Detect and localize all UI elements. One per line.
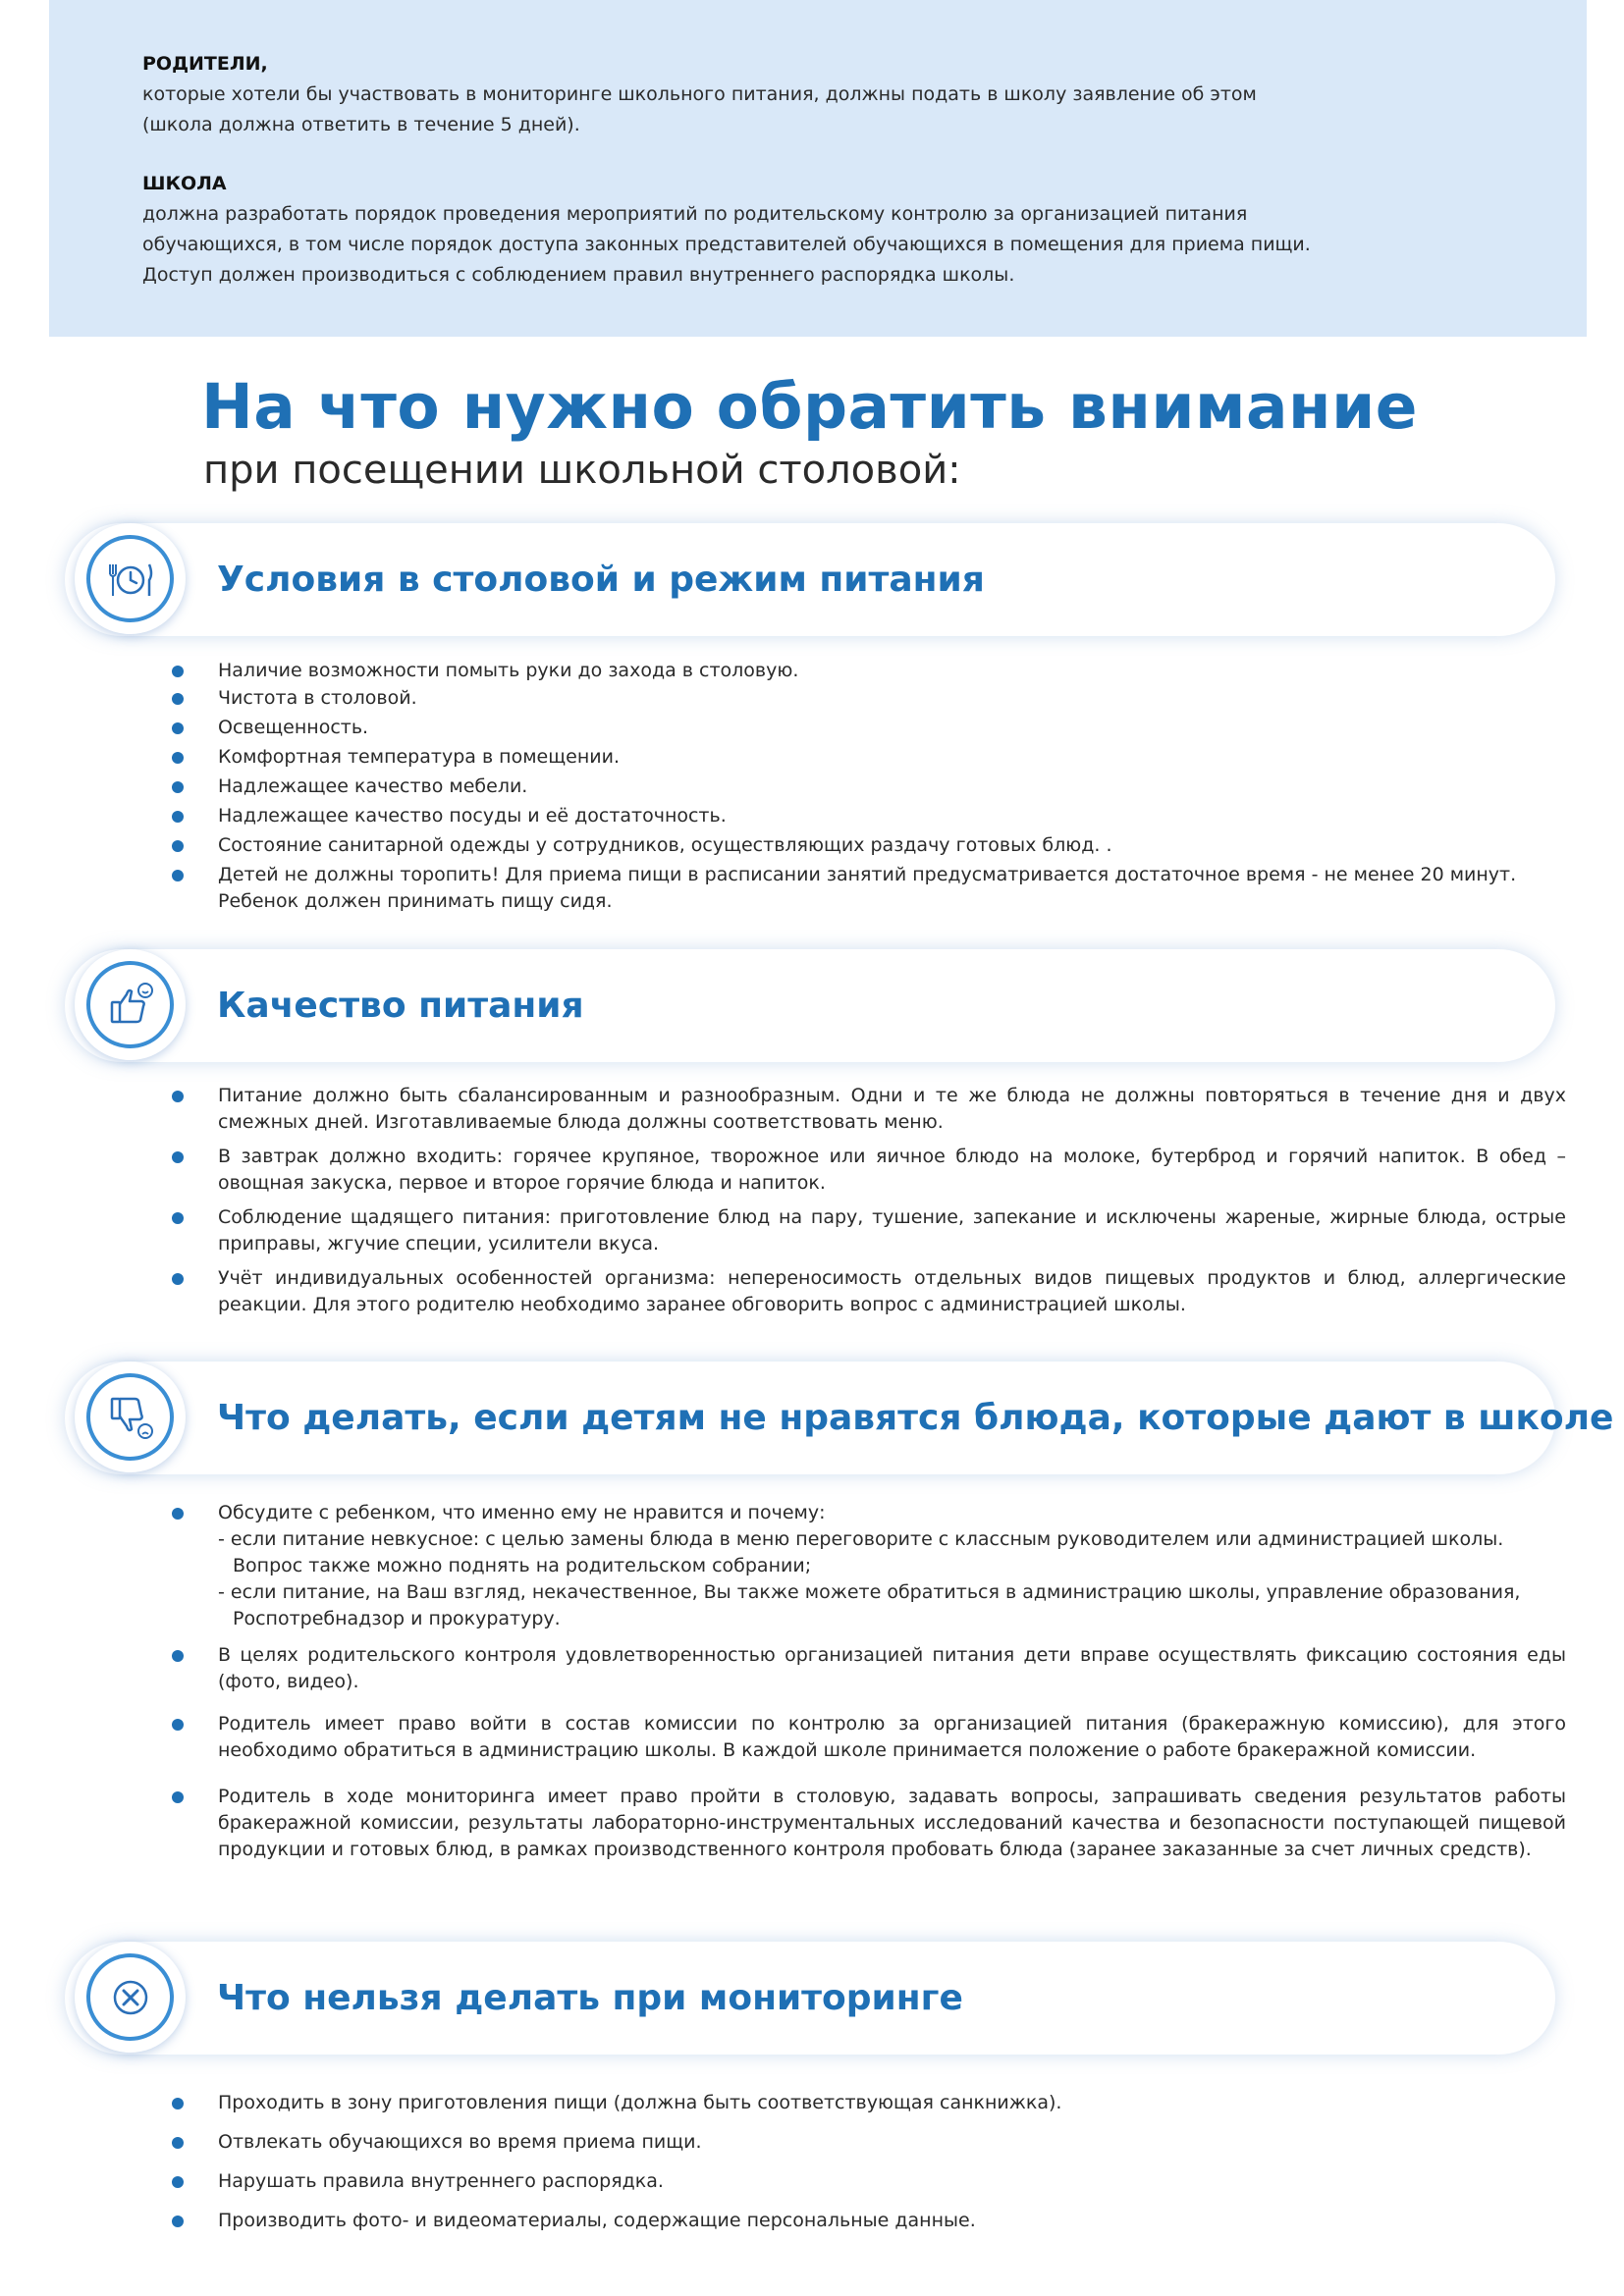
section-title: Что делать, если детям не нравятся блюда, которые дают в школе <box>217 1398 1614 1438</box>
section-header-quality <box>65 949 1555 1062</box>
section-header-conditions <box>65 523 1555 636</box>
list-item: Учёт индивидуальных особенностей организма: непереносимость отдельных видов пищевых продуктов и блюд, аллергические реакции. Для этого родителю необходимо заранее обговорить вопрос с администрацией школы. <box>172 1265 1566 1318</box>
list-item: Наличие возможности помыть руки до захода в столовую. <box>172 658 1566 684</box>
list-item: Отвлекать обучающихся во время приема пищи. <box>172 2129 1566 2156</box>
section-icon-badge <box>75 1362 186 1472</box>
forbidden-list <box>172 2090 1566 2234</box>
list-item: В завтрак должно входить: горячее крупяное, творожное или яичное блюдо на молоке, бутерброд и горячий напиток. В обед – овощная закуска, первое и второе горячие блюда и напиток. <box>172 1144 1566 1197</box>
list-item: Родитель в ходе мониторинга имеет право пройти в столовую, задавать вопросы, запрашивать сведения результатов работы бракеражной комиссии, результаты лабораторно-инструментальных исследований качества и безопасности поступающей пищевой продукции и готовых блюд, в рамках производственного контроля пробовать блюда (заранее заказанные за счет личных средств). <box>172 1784 1566 1863</box>
section-icon-badge <box>75 523 186 634</box>
list-item: Чистота в столовой. <box>172 685 1566 712</box>
section-title: Условия в столовой и режим питания <box>217 560 985 600</box>
parents-line: (школа должна ответить в течение 5 дней). <box>142 114 580 135</box>
clock-cutlery-icon <box>104 553 157 606</box>
section-title: Что нельзя делать при мониторинге <box>217 1978 963 2018</box>
dislike-list <box>172 1500 1566 1863</box>
parents-heading: РОДИТЕЛИ, <box>142 53 268 75</box>
section-title: Качество питания <box>217 986 584 1026</box>
list-item: Производить фото- и видеоматериалы, содержащие персональные данные. <box>172 2208 1566 2234</box>
page-subtitle: при посещении школьной столовой: <box>203 448 961 493</box>
school-block <box>142 169 1537 291</box>
list-item: Нарушать правила внутреннего распорядка. <box>172 2168 1566 2195</box>
section-icon-badge <box>75 1942 186 2053</box>
list-item: Родитель имеет право войти в состав комиссии по контролю за организацией питания (бракеражную комиссию), для этого необходимо обратиться в администрацию школы. В каждой школе принимается положение о работе бракеражной комиссии. <box>172 1711 1566 1764</box>
list-item: Состояние санитарной одежды у сотрудников, осуществляющих раздачу готовых блюд. . <box>172 832 1566 859</box>
parents-block <box>142 49 1537 140</box>
quality-list <box>172 1083 1566 1318</box>
list-item: Надлежащее качество посуды и её достаточность. <box>172 803 1566 829</box>
cross-circle-icon <box>104 1971 157 2024</box>
list-item: Обсудите с ребенком, что именно ему не нравится и почему: - если питание невкусное: с целью замены блюда в меню переговорите с классным руководителем или администрацией школы. Вопрос также можно поднять на родительском собрании; - если питание, на Ваш взгляд, некачественное, Вы также можете обратиться в администрацию школы, управление образования, Роспотребнадзор и прокуратуру. <box>172 1500 1566 1632</box>
page-title: На что нужно обратить внимание <box>201 371 1418 443</box>
thumbs-down-icon <box>104 1391 157 1444</box>
conditions-list <box>172 658 1566 915</box>
section-header-dislike <box>65 1362 1614 1474</box>
section-header-forbidden <box>65 1942 1555 2055</box>
intro-box <box>49 0 1587 337</box>
parents-line: которые хотели бы участвовать в мониторинге школьного питания, должны подать в школу заявление об этом <box>142 83 1257 105</box>
list-item: Детей не должны торопить! Для приема пищи в расписании занятий предусматривается достаточное время - не менее 20 минут. Ребенок должен принимать пищу сидя. <box>172 862 1566 915</box>
school-line: обучающихся, в том числе порядок доступа законных представителей обучающихся в помещения для приема пищи. <box>142 234 1311 255</box>
school-line: Доступ должен производиться с соблюдением правил внутреннего распорядка школы. <box>142 264 1015 286</box>
list-item: Соблюдение щадящего питания: приготовление блюд на пару, тушение, запекание и исключены жареные, жирные блюда, острые приправы, жгучие специи, усилители вкуса. <box>172 1204 1566 1257</box>
list-item: В целях родительского контроля удовлетворенностью организацией питания дети вправе осуществлять фиксацию состояния еды (фото, видео). <box>172 1642 1566 1695</box>
list-item: Комфортная температура в помещении. <box>172 744 1566 771</box>
list-item: Питание должно быть сбалансированным и разнообразным. Одни и те же блюда не должны повторяться в течение дня и двух смежных дней. Изготавливаемые блюда должны соответствовать меню. <box>172 1083 1566 1136</box>
thumbs-up-icon <box>104 979 157 1032</box>
section-icon-badge <box>75 949 186 1060</box>
list-item: Надлежащее качество мебели. <box>172 774 1566 800</box>
school-heading: ШКОЛА <box>142 173 227 194</box>
list-item: Освещенность. <box>172 715 1566 741</box>
school-line: должна разработать порядок проведения мероприятий по родительскому контролю за организацией питания <box>142 203 1248 225</box>
list-item: Проходить в зону приготовления пищи (должна быть соответствующая санкнижка). <box>172 2090 1566 2116</box>
